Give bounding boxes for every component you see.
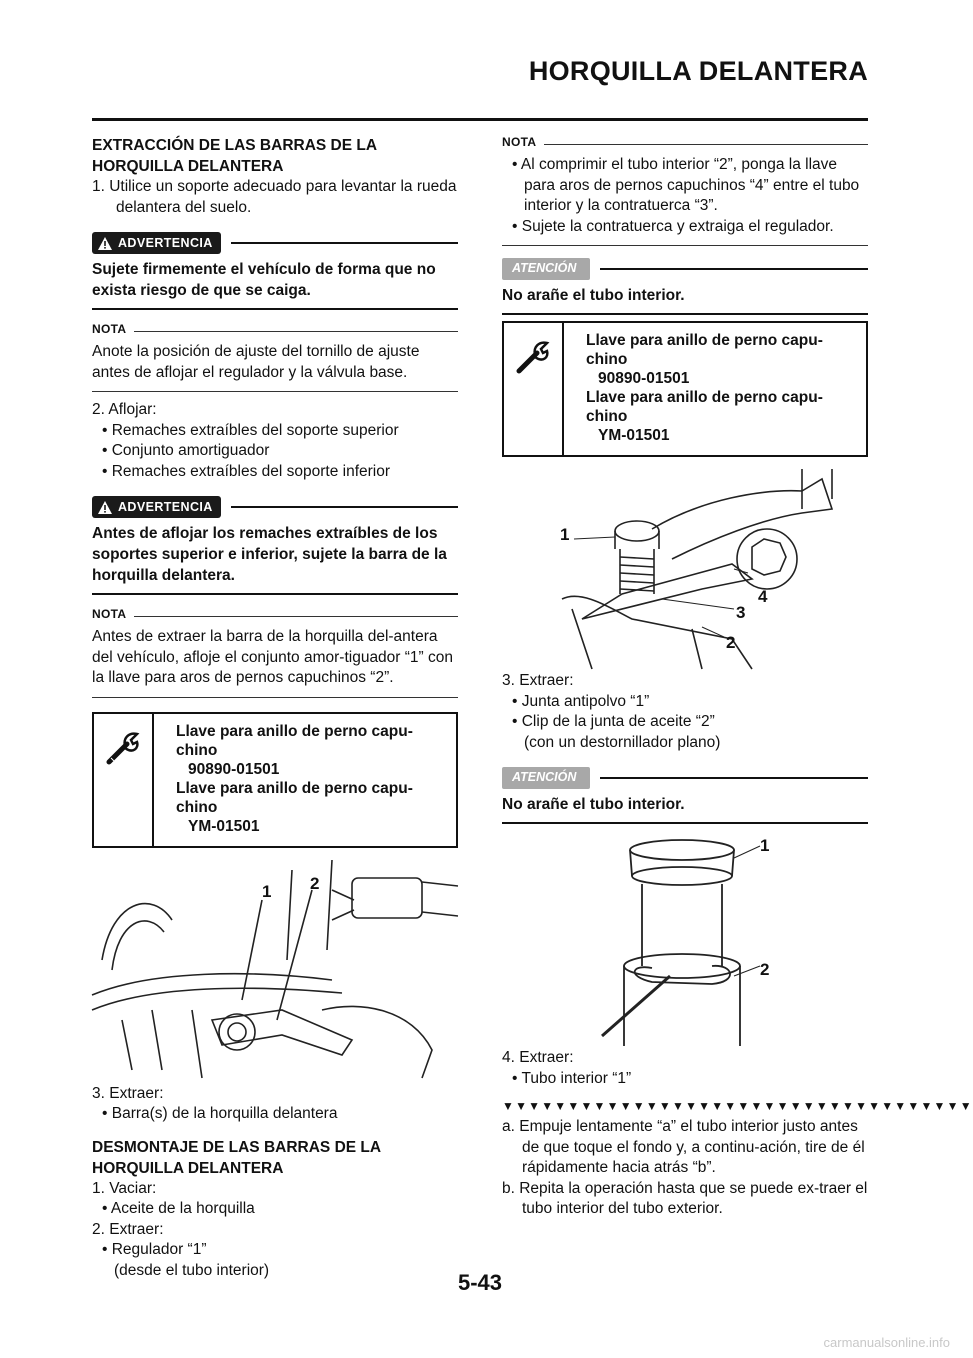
sub-step-b: b. Repita la operación hasta que se puede ex-traer el tubo interior del tubo exterior. bbox=[502, 1179, 868, 1217]
list-item: • Tubo interior “1” bbox=[512, 1069, 632, 1087]
list-item: • Aceite de la horquilla bbox=[102, 1200, 255, 1217]
wrench-icon bbox=[513, 337, 553, 377]
warning-header bbox=[92, 232, 458, 254]
list-item: • Clip de la junta de aceite “2” bbox=[512, 713, 715, 730]
tool-list: Llave para anillo de perno capu- chino 90890-01501 Llave para anillo de perno capu- chino YM-01501 bbox=[586, 332, 823, 444]
callout-2: 2 bbox=[726, 633, 736, 652]
list-item-note: (desde el tubo interior) bbox=[114, 1261, 270, 1279]
list-item-note: (con un destornillador plano) bbox=[524, 733, 721, 751]
special-tool-box bbox=[502, 321, 868, 457]
list-item: • Junta antipolvo “1” bbox=[512, 692, 650, 710]
fork-tube-illustration bbox=[502, 836, 868, 1046]
nota-item: • Al comprimir el tubo interior “2”, ponga la llave para aros de pernos capuchinos “4” entre el tubo interior y la contratuerca “3”. bbox=[512, 156, 860, 214]
figure-regulator-removal bbox=[502, 469, 868, 669]
procedure-marker: ▼▼▼▼▼▼▼▼▼▼▼▼▼▼▼▼▼▼▼▼▼▼▼▼▼▼▼▼▼▼▼▼▼▼▼▼ bbox=[502, 1099, 973, 1113]
callout-1: 1 bbox=[760, 836, 770, 855]
tool-cell bbox=[504, 323, 564, 455]
nota-item: • Sujete la contratuerca y extraiga el regulador. bbox=[512, 217, 834, 235]
list-item: • Remaches extraíbles del soporte superior bbox=[102, 421, 399, 439]
step-3: 3. Extraer: bbox=[502, 672, 574, 689]
callout-1: 1 bbox=[262, 881, 272, 901]
callout-1: 1 bbox=[560, 525, 570, 544]
list-item: • Conjunto amortiguador bbox=[102, 442, 270, 459]
regulator-illustration bbox=[502, 469, 868, 669]
list-item: • Regulador “1” bbox=[102, 1241, 207, 1258]
page-number: 5-43 bbox=[457, 1270, 503, 1295]
warning-icon bbox=[98, 501, 112, 514]
warning-text: Antes de aflojar los remaches extraíbles de los soportes superior e inferior, sujete la barra de la horquilla delantera. bbox=[92, 525, 447, 584]
list-item: • Remaches extraíbles del soporte inferior bbox=[102, 462, 391, 480]
tool-list: Llave para anillo de perno capu- chino 90890-01501 Llave para anillo de perno capu- chino YM-01501 bbox=[176, 722, 413, 835]
page-title: HORQUILLA DELANTERA bbox=[528, 56, 868, 86]
callout-4: 4 bbox=[758, 587, 768, 606]
section-title-desmontaje: DESMONTAJE DE LAS BARRAS DE LA HORQUILLA DELANTERA bbox=[92, 1138, 382, 1177]
warning-icon bbox=[98, 237, 112, 250]
warning-text: Sujete firmemente el vehículo de forma que no exista riesgo de que se caiga. bbox=[92, 261, 436, 299]
step-3: 3. Extraer: bbox=[92, 1084, 164, 1102]
step-2: 2. Aflojar: bbox=[92, 401, 157, 418]
fork-illustration bbox=[92, 860, 458, 1078]
special-tool-box bbox=[92, 712, 458, 848]
warning-badge: ADVERTENCIA bbox=[92, 496, 221, 518]
step-4: 4. Extraer: bbox=[502, 1049, 574, 1066]
right-column bbox=[502, 135, 973, 1220]
step-2: 2. Extraer: bbox=[92, 1220, 164, 1238]
tool-cell bbox=[94, 714, 154, 846]
nota-header: NOTA bbox=[92, 322, 458, 336]
nota-header: NOTA bbox=[92, 607, 458, 621]
nota-header: NOTA bbox=[502, 135, 868, 149]
callout-2: 2 bbox=[760, 960, 770, 979]
step-1: 1. Vaciar: bbox=[92, 1179, 157, 1197]
atencion-header bbox=[502, 258, 868, 280]
atencion-header bbox=[502, 767, 868, 789]
section-title-extraccion: EXTRACCIÓN DE LAS BARRAS DE LA HORQUILLA DELANTERA bbox=[92, 137, 378, 175]
callout-2: 2 bbox=[310, 873, 320, 893]
list-item: • Barra(s) de la horquilla delantera bbox=[102, 1105, 338, 1122]
nota-text: Anote la posición de ajuste del tornillo de ajuste antes de aflojar el regulador y la válvula base. bbox=[92, 343, 420, 381]
header-rule bbox=[92, 118, 868, 121]
atencion-text: No arañe el tubo interior. bbox=[502, 287, 685, 304]
wrench-icon bbox=[103, 728, 143, 768]
nota-text: Antes de extraer la barra de la horquilla del-antera del vehículo, afloje el conjunto amor-tiguador “1” con la llave para aros de pernos capuchinos “2”. bbox=[92, 628, 454, 686]
warning-header bbox=[92, 496, 458, 518]
step-1: 1. Utilice un soporte adecuado para levantar la rueda delantera del suelo. bbox=[92, 178, 457, 216]
callout-3: 3 bbox=[736, 603, 746, 622]
left-column bbox=[92, 135, 458, 1281]
figure-dust-seal bbox=[502, 836, 868, 1046]
warning-badge: ADVERTENCIA bbox=[92, 232, 221, 254]
atencion-badge: ATENCIÓN bbox=[502, 258, 590, 280]
atencion-text: No arañe el tubo interior. bbox=[502, 796, 685, 813]
figure-fork-removal bbox=[92, 860, 458, 1078]
atencion-badge: ATENCIÓN bbox=[502, 767, 590, 789]
sub-step-a: a. Empuje lentamente “a” el tubo interior justo antes de que toque el fondo y, a continu-ación, tire de él rápidamente hacia atrás “b”. bbox=[502, 1118, 865, 1176]
watermark: carmanualsonline.info bbox=[823, 1335, 950, 1350]
